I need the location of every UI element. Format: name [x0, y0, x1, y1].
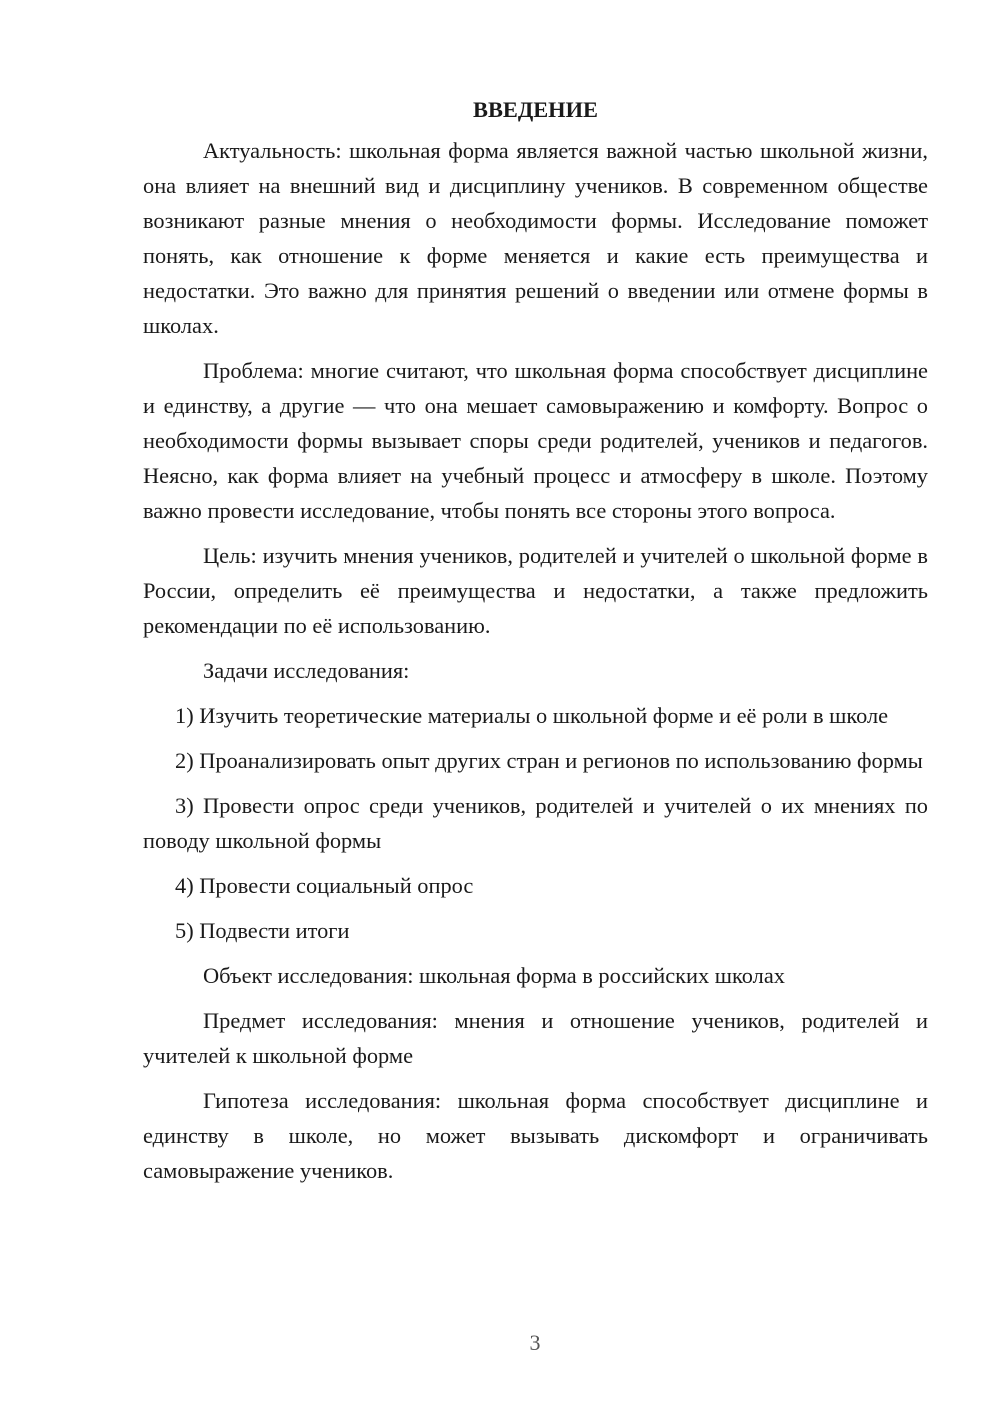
document-page: [143, 92, 928, 1198]
task-item-2: 2) Проанализировать опыт других стран и регионов по использованию формы: [175, 748, 923, 773]
tasks-heading: Задачи исследования:: [203, 658, 410, 683]
task-item-5: 5) Подвести итоги: [175, 918, 350, 943]
page-title: ВВЕДЕНИЕ: [473, 97, 598, 122]
paragraph-relevance: Актуальность: школьная форма является важной частью школьной жизни, она влияет на внешний вид и дисциплину учеников. В современном обществе возникают разные мнения о необходимости формы. Исследование поможет понять, как отношение к форме меняется и какие есть преимущества и недостатки. Это важно для принятия решений о введении или отмене формы в школах.: [143, 138, 928, 338]
paragraph-problem: Проблема: многие считают, что школьная форма способствует дисциплине и единству, а другие — что она мешает самовыражению и комфорту. Вопрос о необходимости формы вызывает споры среди родителей, учеников и педагогов. Неясно, как форма влияет на учебный процесс и атмосферу в школе. Поэтому важно провести исследование, чтобы понять все стороны этого вопроса.: [143, 358, 928, 523]
paragraph-object: Объект исследования: школьная форма в российских школах: [203, 963, 785, 988]
page-number: 3: [529, 1330, 541, 1355]
paragraph-subject: Предмет исследования: мнения и отношение учеников, родителей и учителей к школьной форме: [143, 1008, 928, 1068]
paragraph-hypothesis: Гипотеза исследования: школьная форма способствует дисциплине и единству в школе, но может вызывать дискомфорт и ограничивать самовыражение учеников.: [143, 1088, 928, 1183]
task-item-1: 1) Изучить теоретические материалы о школьной форме и её роли в школе: [175, 703, 889, 728]
task-item-3: 3) Провести опрос среди учеников, родителей и учителей о их мнениях по поводу школьной формы: [143, 793, 928, 853]
task-item-4: 4) Провести социальный опрос: [175, 873, 474, 898]
paragraph-goal: Цель: изучить мнения учеников, родителей и учителей о школьной форме в России, определить её преимущества и недостатки, а также предложить рекомендации по её использованию.: [143, 543, 928, 638]
